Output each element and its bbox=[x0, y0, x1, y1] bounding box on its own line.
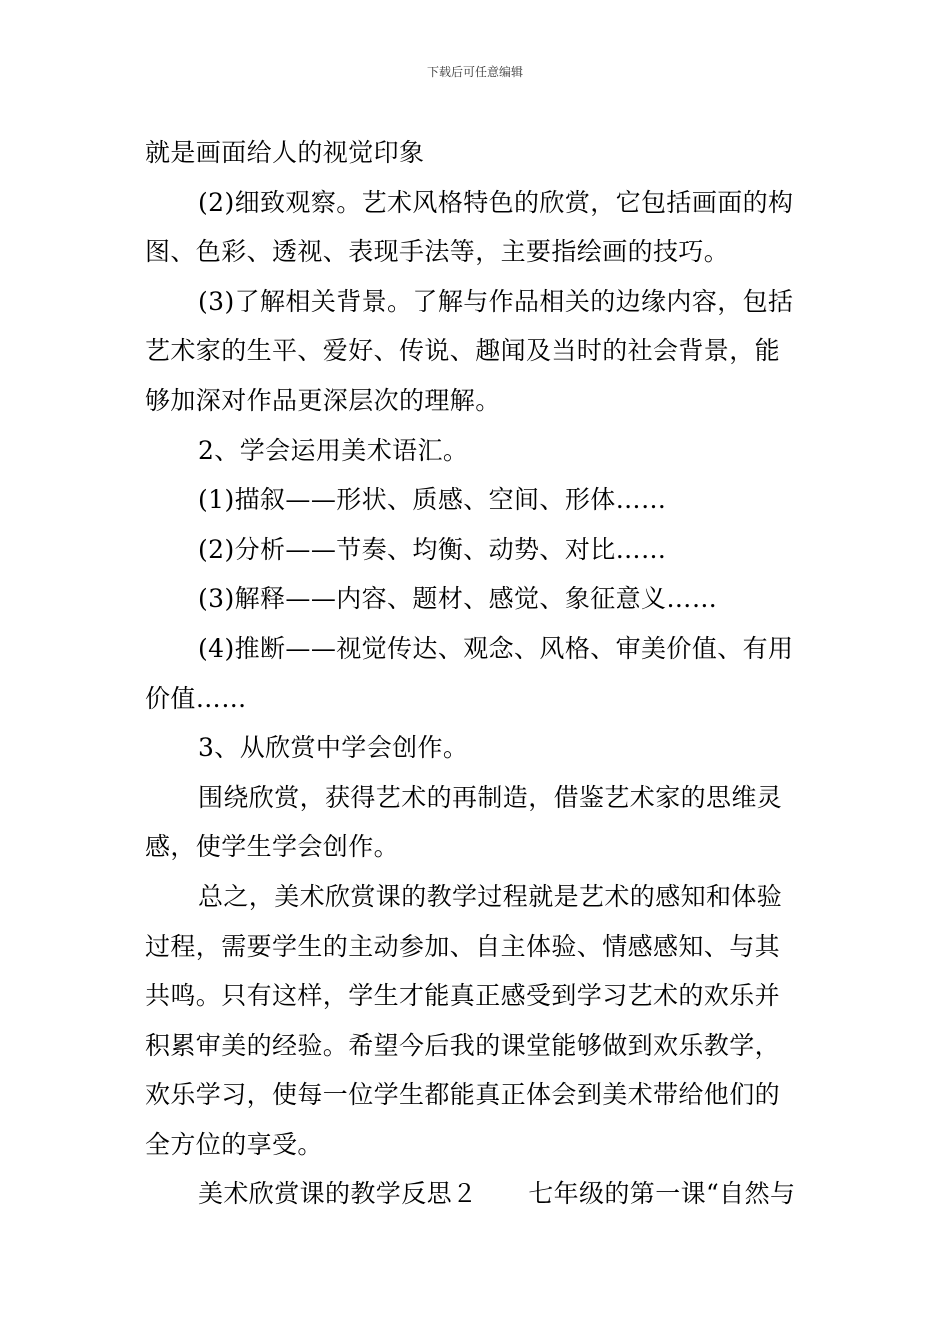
text-line: 过程，需要学生的主动参加、自主体验、情感感知、与其 bbox=[145, 931, 781, 961]
text-line: 全方位的享受。 bbox=[145, 1129, 323, 1159]
text-line: (4)推断——视觉传达、观念、风格、审美价值、有用 bbox=[198, 633, 794, 663]
section-heading: 2、学会运用美术语汇。 bbox=[198, 435, 469, 465]
page-header: 下载后可任意编辑 bbox=[426, 65, 523, 79]
text-line: (1)描叙——形状、质感、空间、形体…… bbox=[198, 485, 667, 515]
text-line: 美术欣赏课的教学反思２ 七年级的第一课“自然与 bbox=[198, 1179, 796, 1209]
text-line: 图、色彩、透视、表现手法等，主要指绘画的技巧。 bbox=[145, 237, 730, 267]
text-line: 感，使学生学会创作。 bbox=[145, 832, 400, 862]
section-heading: 3、从欣赏中学会创作。 bbox=[198, 733, 469, 763]
text-line: 就是画面给人的视觉印象 bbox=[145, 138, 425, 167]
text-line: 围绕欣赏，获得艺术的再制造，借鉴艺术家的思维灵 bbox=[198, 782, 783, 812]
text-line: 艺术家的生平、爱好、传说、趣闻及当时的社会背景，能 bbox=[145, 336, 781, 366]
text-line: 共鸣。只有这样，学生才能真正感受到学习艺术的欢乐并 bbox=[145, 981, 781, 1011]
text-line: (2)分析——节奏、均衡、动势、对比…… bbox=[198, 534, 667, 564]
text-line: 总之，美术欣赏课的教学过程就是艺术的感知和体验 bbox=[198, 881, 783, 911]
text-line: 欢乐学习，使每一位学生都能真正体会到美术带给他们的 bbox=[145, 1080, 781, 1110]
text-line: 积累审美的经验。希望今后我的课堂能够做到欢乐教学， bbox=[145, 1030, 781, 1060]
text-line: 价值…… bbox=[145, 683, 247, 713]
text-line: (2)细致观察。艺术风格特色的欣赏，它包括画面的构 bbox=[198, 187, 794, 217]
text-line: (3)解释——内容、题材、感觉、象征意义…… bbox=[198, 584, 718, 614]
document-body bbox=[145, 128, 810, 1219]
text-line: (3)了解相关背景。了解与作品相关的边缘内容，包括 bbox=[198, 286, 794, 316]
text-line: 够加深对作品更深层次的理解。 bbox=[145, 385, 501, 415]
